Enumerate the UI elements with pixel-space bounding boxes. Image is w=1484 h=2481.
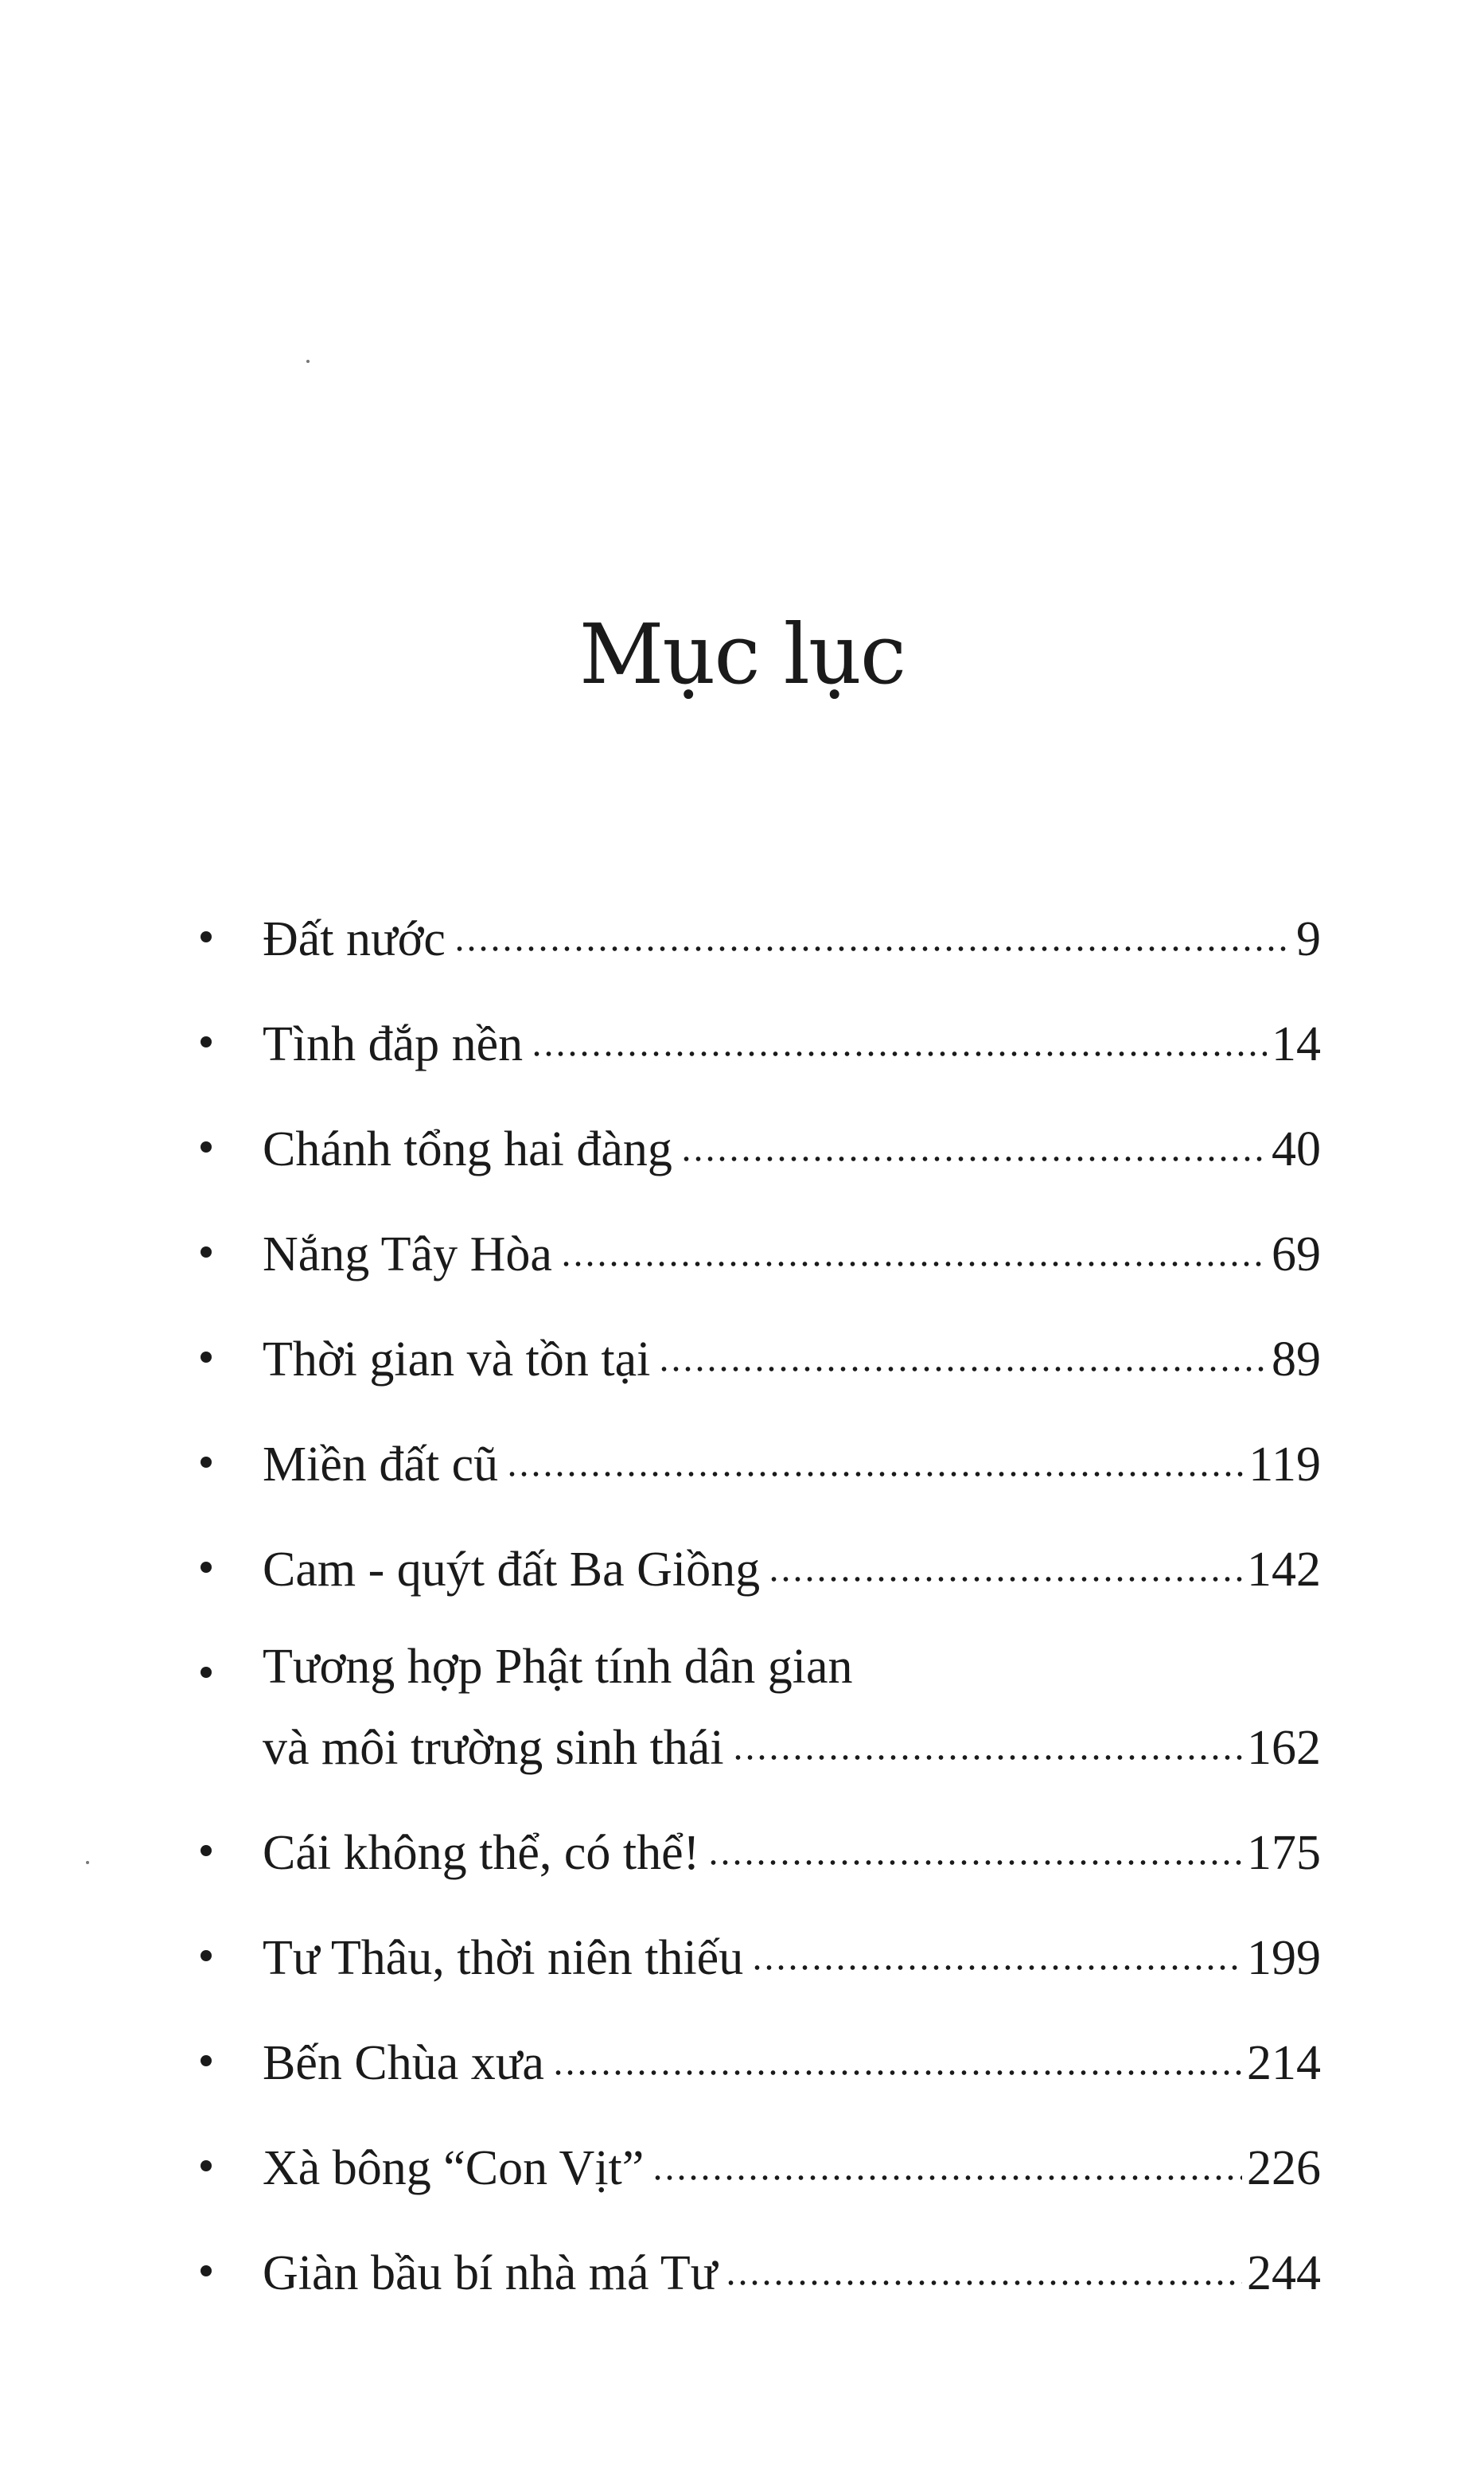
- table-of-contents: [191, 907, 1321, 2346]
- toc-page-number: 9: [1296, 912, 1321, 966]
- toc-entry: [191, 1223, 1321, 1281]
- toc-page-number: 119: [1248, 1437, 1321, 1492]
- toc-entry-title: Bến Chùa xưa: [263, 2036, 544, 2090]
- bullet-icon: [201, 1845, 212, 1856]
- bullet-icon: [201, 1667, 212, 1678]
- dot-leader: [531, 1011, 1267, 1059]
- toc-entry: [191, 1538, 1321, 1597]
- toc-entry: [191, 1640, 1321, 1775]
- dot-leader: [560, 1221, 1267, 1269]
- toc-entry-title: Tương hợp Phật tính dân gian: [263, 1640, 853, 1694]
- toc-page-number: 175: [1247, 1826, 1321, 1880]
- toc-line: [263, 1118, 1321, 1176]
- toc-page-number: 214: [1247, 2036, 1321, 2090]
- bullet-icon: [201, 1562, 212, 1573]
- toc-entry-title: Chánh tổng hai đàng: [263, 1122, 672, 1176]
- toc-page-number: 40: [1272, 1122, 1321, 1176]
- toc-line: [263, 2031, 1321, 2090]
- toc-page-number: 199: [1247, 1931, 1321, 1985]
- dot-leader: [751, 1925, 1242, 1972]
- toc-line: [263, 1223, 1321, 1281]
- toc-line: [263, 1012, 1321, 1071]
- toc-page-number: 226: [1247, 2141, 1321, 2195]
- bullet-icon: [201, 1141, 212, 1153]
- toc-page-number: 162: [1247, 1721, 1321, 1775]
- scan-speck: [306, 360, 310, 363]
- toc-page-number: 14: [1272, 1017, 1321, 1071]
- toc-line: [263, 1538, 1321, 1597]
- bullet-icon: [201, 1352, 212, 1363]
- toc-entry: [191, 1328, 1321, 1387]
- dot-leader: [552, 2030, 1242, 2077]
- toc-line: [263, 1433, 1321, 1492]
- toc-entry-title: Thời gian và tồn tại: [263, 1332, 651, 1387]
- bullet-icon: [201, 1950, 212, 1961]
- dot-leader: [707, 1820, 1242, 1867]
- toc-line: [263, 907, 1321, 966]
- toc-page-number: 89: [1272, 1332, 1321, 1387]
- bullet-icon: [201, 1457, 212, 1468]
- toc-entry: [191, 1012, 1321, 1071]
- toc-line: [263, 2136, 1321, 2195]
- toc-entry: [191, 2031, 1321, 2090]
- toc-entry-title: Nắng Tây Hòa: [263, 1227, 552, 1281]
- toc-entry: [191, 1118, 1321, 1176]
- dot-leader: [732, 1714, 1242, 1762]
- dot-leader: [680, 1116, 1267, 1164]
- toc-page-number: 69: [1272, 1227, 1321, 1281]
- scan-speck: [86, 1861, 89, 1864]
- dot-leader: [454, 906, 1291, 954]
- toc-entry: [191, 907, 1321, 966]
- toc-line: [263, 1328, 1321, 1387]
- toc-entry-title: Tư Thâu, thời niên thiếu: [263, 1931, 744, 1985]
- bullet-icon: [201, 1036, 212, 1047]
- toc-line: [263, 1640, 1321, 1694]
- toc-entry-title: và môi trường sinh thái: [263, 1721, 724, 1775]
- toc-entry-title: Xà bông “Con Vịt”: [263, 2141, 645, 2195]
- toc-line: [263, 1926, 1321, 1985]
- toc-entry: [191, 1926, 1321, 1985]
- dot-leader: [506, 1431, 1244, 1479]
- toc-entry-title: Miền đất cũ: [263, 1437, 499, 1492]
- bullet-icon: [201, 2055, 212, 2066]
- toc-entry: [191, 1433, 1321, 1492]
- toc-page-number: 142: [1247, 1543, 1321, 1597]
- page-title: Mục lục: [578, 606, 906, 703]
- dot-leader: [658, 1326, 1267, 1374]
- toc-line: [263, 1821, 1321, 1880]
- bullet-icon: [201, 931, 212, 942]
- toc-page-number: 244: [1247, 2246, 1321, 2300]
- toc-entry: [191, 2136, 1321, 2195]
- dot-leader: [768, 1536, 1242, 1584]
- dot-leader: [725, 2240, 1242, 2288]
- toc-entry: [191, 1821, 1321, 1880]
- toc-entry-title: Tình đắp nền: [263, 1017, 524, 1071]
- toc-line: [263, 1716, 1321, 1775]
- toc-entry: [191, 2241, 1321, 2300]
- toc-line: [263, 2241, 1321, 2300]
- bullet-icon: [201, 2265, 212, 2276]
- toc-entry-title: Cái không thể, có thể!: [263, 1826, 700, 1880]
- toc-entry-title: Đất nước: [263, 912, 446, 966]
- toc-entry-title: Giàn bầu bí nhà má Tư: [263, 2246, 718, 2300]
- bullet-icon: [201, 1246, 212, 1258]
- toc-entry-title: Cam - quýt đất Ba Giồng: [263, 1543, 761, 1597]
- dot-leader: [652, 2135, 1242, 2183]
- bullet-icon: [201, 2160, 212, 2171]
